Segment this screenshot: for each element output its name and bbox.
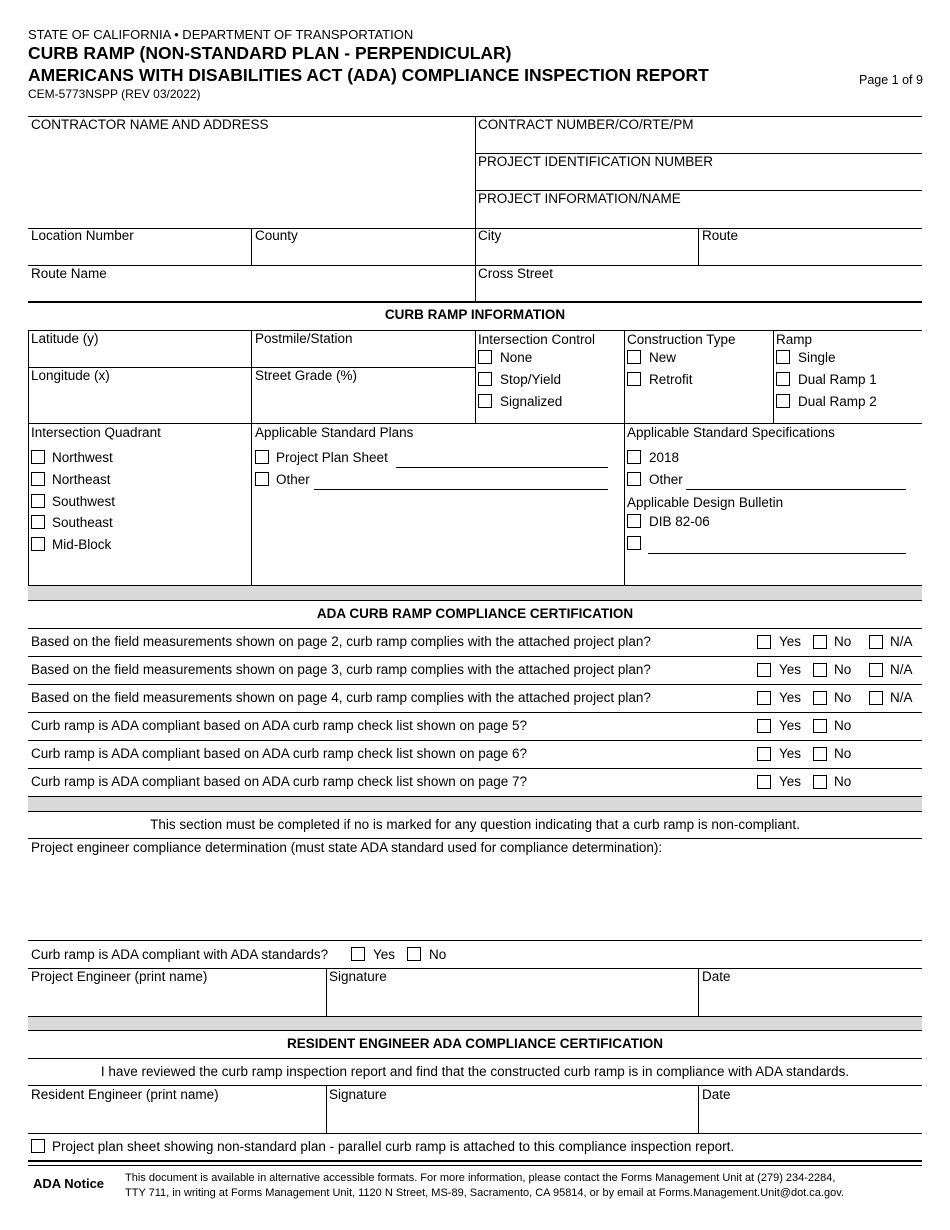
cert-no-checkbox[interactable] xyxy=(813,747,827,761)
intersection-stop-yield-label: Stop/Yield xyxy=(500,372,562,387)
ramp-dual-1-checkbox[interactable] xyxy=(776,372,790,386)
city-label: City xyxy=(478,228,502,243)
county-label: County xyxy=(255,228,298,243)
form-number: CEM-5773NSPP (REV 03/2022) xyxy=(28,87,201,101)
compliant-yes-checkbox[interactable] xyxy=(351,947,365,961)
cert-yes-label: Yes xyxy=(779,662,802,677)
contract-number-label: CONTRACT NUMBER/CO/RTE/PM xyxy=(478,117,694,132)
compliant-question: Curb ramp is ADA compliant with ADA standards? xyxy=(31,947,329,962)
construction-retrofit-checkbox[interactable] xyxy=(627,372,641,386)
plan-attached-checkbox[interactable] xyxy=(31,1139,45,1153)
compliant-no-label: No xyxy=(429,947,447,962)
quadrant-northeast-label: Northeast xyxy=(52,472,111,487)
construction-new-checkbox[interactable] xyxy=(627,350,641,364)
project-plan-sheet-input[interactable] xyxy=(396,452,608,468)
curb-ramp-info-title: CURB RAMP INFORMATION xyxy=(384,307,566,322)
ramp-dual-2-label: Dual Ramp 2 xyxy=(798,394,877,409)
agency-line: STATE OF CALIFORNIA • DEPARTMENT OF TRANSPORTATION xyxy=(28,27,414,42)
pe-signature-field[interactable] xyxy=(327,986,697,1015)
cert-no-checkbox[interactable] xyxy=(813,691,827,705)
compliant-yes-label: Yes xyxy=(373,947,396,962)
cert-yes-checkbox[interactable] xyxy=(757,747,771,761)
contractor-label: CONTRACTOR NAME AND ADDRESS xyxy=(31,117,269,132)
re-date-label: Date xyxy=(702,1087,731,1102)
contract-number-field[interactable] xyxy=(476,133,922,152)
form-title-line2: AMERICANS WITH DISABILITIES ACT (ADA) COMPLIANCE INSPECTION REPORT xyxy=(28,65,709,85)
quadrant-mid-block-label: Mid-Block xyxy=(52,537,112,552)
dib-82-06-label: DIB 82-06 xyxy=(649,514,710,529)
std-plans-other-label: Other xyxy=(276,472,310,487)
postmile-label: Postmile/Station xyxy=(255,331,353,346)
cert-na-checkbox[interactable] xyxy=(869,635,883,649)
std-specs-2018-checkbox[interactable] xyxy=(627,450,641,464)
cross-street-field[interactable] xyxy=(476,283,922,300)
cert-yes-label: Yes xyxy=(779,690,802,705)
re-name-label: Resident Engineer (print name) xyxy=(31,1087,219,1102)
certification-question: Curb ramp is ADA compliant based on ADA curb ramp check list shown on page 5? xyxy=(31,718,528,733)
route-label: Route xyxy=(702,228,739,243)
postmile-field[interactable] xyxy=(252,348,474,366)
location-number-field[interactable] xyxy=(29,245,250,264)
std-specs-label: Applicable Standard Specifications xyxy=(627,425,835,440)
pe-date-field[interactable] xyxy=(699,986,922,1015)
pe-name-field[interactable] xyxy=(29,986,325,1015)
certification-row xyxy=(28,684,922,712)
std-plans-other-checkbox[interactable] xyxy=(255,472,269,486)
quadrant-northeast-checkbox[interactable] xyxy=(31,472,45,486)
noncompliance-note: This section must be completed if no is marked for any question indicating that a curb ramp is non-compliant. xyxy=(150,817,800,832)
std-plans-project-sheet-label: Project Plan Sheet xyxy=(276,450,388,465)
cert-no-label: No xyxy=(834,746,852,761)
certification-row xyxy=(28,768,922,796)
cert-no-checkbox[interactable] xyxy=(813,719,827,733)
std-specs-2018-label: 2018 xyxy=(649,450,680,465)
std-plans-other-input[interactable] xyxy=(314,474,608,490)
route-name-label: Route Name xyxy=(31,266,107,281)
street-grade-field[interactable] xyxy=(252,385,474,422)
cert-yes-checkbox[interactable] xyxy=(757,719,771,733)
re-name-field[interactable] xyxy=(29,1104,325,1132)
quadrant-northwest-label: Northwest xyxy=(52,450,113,465)
resident-statement: I have reviewed the curb ramp inspection report and find that the constructed curb ramp is in compliance with ADA standards. xyxy=(100,1064,850,1079)
project-id-label: PROJECT IDENTIFICATION NUMBER xyxy=(478,154,714,169)
std-plans-label: Applicable Standard Plans xyxy=(255,425,414,440)
certification-row xyxy=(28,656,922,684)
intersection-signalized-label: Signalized xyxy=(500,394,563,409)
ada-notice-text-1: This document is available in alternative accessible formats. For more information, please contact the Forms Management Unit at (279) 234-2284, xyxy=(125,1172,836,1184)
quadrant-northwest-checkbox[interactable] xyxy=(31,450,45,464)
intersection-control-label: Intersection Control xyxy=(478,332,596,347)
quadrant-southwest-checkbox[interactable] xyxy=(31,494,45,508)
cert-no-checkbox[interactable] xyxy=(813,775,827,789)
ramp-dual-2-checkbox[interactable] xyxy=(776,394,790,408)
certification-row xyxy=(28,628,922,656)
re-date-field[interactable] xyxy=(699,1104,922,1132)
quadrant-southeast-checkbox[interactable] xyxy=(31,515,45,529)
city-field[interactable] xyxy=(476,245,697,264)
intersection-stop-yield-checkbox[interactable] xyxy=(478,372,492,386)
pe-date-label: Date xyxy=(702,969,731,984)
std-specs-other-input[interactable] xyxy=(686,474,906,490)
county-field[interactable] xyxy=(252,245,474,264)
resident-title: RESIDENT ENGINEER ADA COMPLIANCE CERTIFICATION xyxy=(286,1036,663,1051)
cert-na-checkbox[interactable] xyxy=(869,691,883,705)
certification-question: Curb ramp is ADA compliant based on ADA curb ramp check list shown on page 7? xyxy=(31,774,528,789)
determination-label: Project engineer compliance determination (must state ADA standard used for compliance determination): xyxy=(31,840,663,855)
intersection-signalized-checkbox[interactable] xyxy=(478,394,492,408)
ramp-single-checkbox[interactable] xyxy=(776,350,790,364)
quadrant-label: Intersection Quadrant xyxy=(31,425,161,440)
dib-other-checkbox[interactable] xyxy=(627,536,641,550)
quadrant-southeast-label: Southeast xyxy=(52,515,113,530)
std-specs-other-label: Other xyxy=(649,472,683,487)
cert-no-checkbox[interactable] xyxy=(813,663,827,677)
pe-name-label: Project Engineer (print name) xyxy=(31,969,208,984)
ada-notice-label: ADA Notice xyxy=(33,1176,105,1191)
cert-yes-label: Yes xyxy=(779,634,802,649)
cert-yes-label: Yes xyxy=(779,718,802,733)
determination-field[interactable] xyxy=(29,858,922,938)
route-field[interactable] xyxy=(699,245,922,264)
cert-no-label: No xyxy=(834,718,852,733)
latitude-field[interactable] xyxy=(29,348,250,366)
intersection-none-label: None xyxy=(500,350,533,365)
intersection-none-checkbox[interactable] xyxy=(478,350,492,364)
cert-yes-checkbox[interactable] xyxy=(757,691,771,705)
street-grade-label: Street Grade (%) xyxy=(255,368,358,383)
std-specs-other-checkbox[interactable] xyxy=(627,472,641,486)
design-bulletin-label: Applicable Design Bulletin xyxy=(627,495,784,510)
form-title-line1: CURB RAMP (NON-STANDARD PLAN - PERPENDICULAR) xyxy=(28,43,512,63)
project-info-field[interactable] xyxy=(476,207,922,227)
project-id-field[interactable] xyxy=(476,170,922,189)
certification-question: Curb ramp is ADA compliant based on ADA curb ramp check list shown on page 6? xyxy=(31,746,528,761)
cert-yes-label: Yes xyxy=(779,746,802,761)
quadrant-southwest-label: Southwest xyxy=(52,494,116,509)
cert-no-label: No xyxy=(834,634,852,649)
cert-na-label: N/A xyxy=(890,690,913,705)
cert-na-label: N/A xyxy=(890,662,913,677)
longitude-label: Longitude (x) xyxy=(31,368,110,383)
compliant-no-checkbox[interactable] xyxy=(407,947,421,961)
pe-signature-label: Signature xyxy=(329,969,387,984)
construction-type-label: Construction Type xyxy=(627,332,736,347)
longitude-field[interactable] xyxy=(29,385,250,422)
ramp-single-label: Single xyxy=(798,350,836,365)
re-signature-field[interactable] xyxy=(327,1104,697,1132)
contractor-field[interactable] xyxy=(29,134,474,227)
re-signature-label: Signature xyxy=(329,1087,387,1102)
certification-question: Based on the field measurements shown on page 3, curb ramp complies with the attached project plan? xyxy=(31,662,651,677)
page-number: Page 1 of 9 xyxy=(859,73,923,87)
dib-82-06-checkbox[interactable] xyxy=(627,514,641,528)
cert-yes-checkbox[interactable] xyxy=(757,775,771,789)
cert-na-label: N/A xyxy=(890,634,913,649)
ramp-dual-1-label: Dual Ramp 1 xyxy=(798,372,877,387)
plan-attached-label: Project plan sheet showing non-standard plan - parallel curb ramp is attached to this compliance inspection report. xyxy=(52,1139,735,1154)
cert-yes-checkbox[interactable] xyxy=(757,635,771,649)
cross-street-label: Cross Street xyxy=(478,266,554,281)
cert-no-label: No xyxy=(834,774,852,789)
location-number-label: Location Number xyxy=(31,228,134,243)
certification-question: Based on the field measurements shown on page 2, curb ramp complies with the attached project plan? xyxy=(31,634,651,649)
construction-new-label: New xyxy=(649,350,677,365)
quadrant-mid-block-checkbox[interactable] xyxy=(31,537,45,551)
route-name-field[interactable] xyxy=(29,283,474,300)
cert-na-checkbox[interactable] xyxy=(869,663,883,677)
dib-other-input[interactable] xyxy=(648,538,906,554)
construction-retrofit-label: Retrofit xyxy=(649,372,693,387)
certification-question: Based on the field measurements shown on page 4, curb ramp complies with the attached project plan? xyxy=(31,690,651,705)
cert-no-checkbox[interactable] xyxy=(813,635,827,649)
cert-no-label: No xyxy=(834,662,852,677)
std-plans-project-sheet-checkbox[interactable] xyxy=(255,450,269,464)
certification-row xyxy=(28,712,922,740)
cert-yes-checkbox[interactable] xyxy=(757,663,771,677)
ada-notice-text-2: TTY 711, in writing at Forms Management Unit, 1120 N Street, MS-89, Sacramento, CA 95814, or by email at Forms.Management.Unit@dot.ca.gov. xyxy=(125,1187,844,1199)
ramp-label: Ramp xyxy=(776,332,813,347)
latitude-label: Latitude (y) xyxy=(31,331,99,346)
certification-title: ADA CURB RAMP COMPLIANCE CERTIFICATION xyxy=(316,606,634,621)
cert-yes-label: Yes xyxy=(779,774,802,789)
cert-no-label: No xyxy=(834,690,852,705)
project-info-label: PROJECT INFORMATION/NAME xyxy=(478,191,681,206)
certification-row xyxy=(28,740,922,768)
